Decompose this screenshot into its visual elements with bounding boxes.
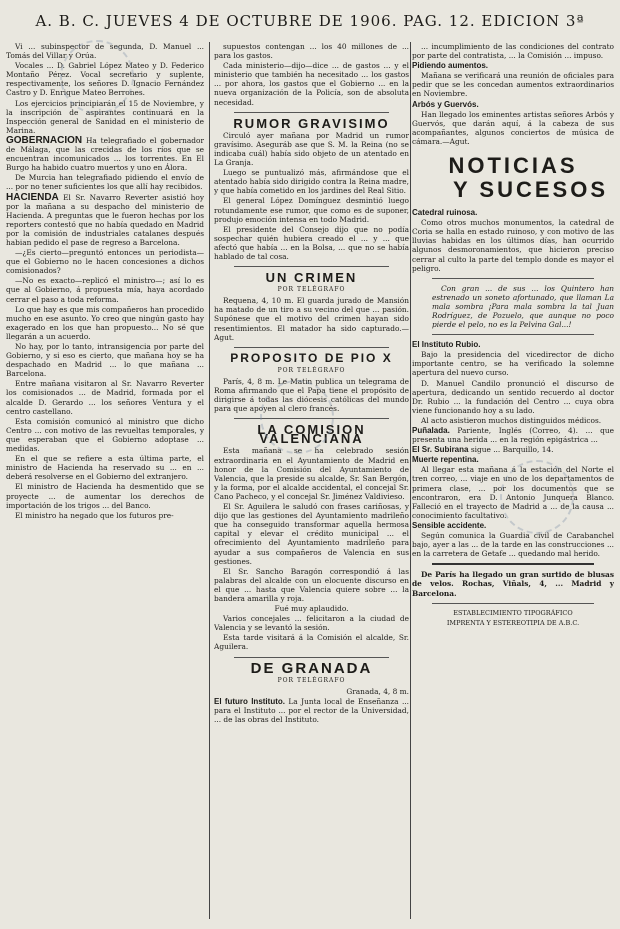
paragraph: sigue ... Barquillo, 14.: [470, 445, 554, 455]
paragraph: El ministro de Hacienda ha desmentido que se proyecte ... de aumentar los derechos de importación de los trigos ... del Banco.: [6, 482, 204, 510]
paragraph: Según comunica la Guardia civil de Carabanchel bajo, ayer a las ... de la tarde en las construcciones ... en la carretera de Getafe ... quedando mal herido.: [412, 531, 614, 559]
paragraph: Esta comisión comunicó al ministro que dicho Centro ... con motivo de las revueltas temporales, y que esperaban que el Gobierno adoptase ... medidas.: [6, 416, 204, 454]
headline-line-1: NOTICIAS: [448, 153, 578, 179]
library-stamp-watermark: [500, 460, 574, 534]
paragraph: Han llegado los eminentes artistas señores Arbós y Guervós, que darán aquí, á la cabeza de sus acompañantes, algunos conciertos de música de cámara.—Agut.: [412, 109, 614, 146]
paragraph: ... incumplimiento de las condiciones del contrato por parte del contratista, ... la Comisión ... impuso.: [412, 42, 614, 61]
paragraph: Entre mañana visitaron al Sr. Navarro Reverter los comisionados ... de Madrid, formada por el alcalde D. Gerardo ... los señores Ventura y el centro castellano.: [6, 379, 204, 416]
section-keyword: El futuro Instituto.: [214, 696, 285, 706]
column-1: [6, 42, 204, 922]
section-keyword: Sensible accidente.: [412, 520, 487, 530]
paragraph: El ministro ha negado que los futuros pre-: [15, 510, 174, 520]
separator: [432, 563, 594, 565]
paragraph: Vi ... subinspector de segunda, D. Manuel ... Tomás del Villar y Orúa.: [6, 42, 204, 61]
page-header: A. B. C. JUEVES 4 DE OCTUBRE DE 1906. PAG. 12. EDICION 3ª: [35, 12, 585, 30]
separator: [432, 278, 594, 279]
headline-granada: DE GRANADA: [250, 659, 373, 677]
paragraph: Luego se puntualizó más, afirmándose que el atentado había sido dirigido contra la Reina madre, y que había cometido en los jardines del Real Sitio.: [214, 168, 409, 196]
headline-pio: PROPOSITO DE PIO X: [230, 350, 393, 365]
separator: [432, 334, 594, 335]
separator: [234, 266, 389, 267]
headline-noticias: [412, 154, 614, 202]
headline-crimen: UN CRIMEN: [265, 270, 358, 286]
paragraph: D. Manuel Candilo pronunció el discurso de apertura, dedicando un sentido recuerdo al doctor Dr. Rubio ... la fundación del Centro ... cuya obra viene funcionando hoy a su lado.: [412, 378, 614, 415]
section-keyword: GOBERNACION: [6, 134, 83, 146]
headline-line-2: Y SUCESOS: [453, 177, 608, 203]
paragraph: Como otros muchos monumentos, la catedral de Coria se halla en estado ruinoso, y con motivo de las lluvias habidas en los últimos días, han ocurrido algunos desmoronamientos, que hicieron preciso cerrar al culto la parte del templo donde es mayor el peligro.: [412, 218, 614, 273]
paragraph: Circuló ayer mañana por Madrid un rumor gravísimo. Aseguráb ase que S. M. la Reina (no se indicaba cuál) había sido objeto de un atentado en La Granja.: [214, 130, 409, 168]
paragraph: La Junta local de Enseñanza ... para el Instituto ... por el rector de la Universidad, ... de las obras del Instituto.: [214, 696, 409, 724]
paragraph: París, 4, 8 m. Le Matin publica un telegrama de Roma afirmando que el Papa tiene el propósito de dirigirse á todas las diócesis católicas del mundo para que apoyen al clero francés.: [214, 376, 409, 414]
dateline: POR TELÉGRAFO: [277, 676, 346, 684]
printer-line-2: IMPRENTA Y ESTEREOTIPIA DE A.B.C.: [446, 618, 580, 627]
section-keyword: Puñalada.: [412, 426, 450, 435]
paragraph: Al acto asistieron muchos distinguidos médicos.: [421, 415, 602, 425]
headline-comision: LA COMISION VALENCIANA: [257, 422, 366, 447]
printer-line-1: ESTABLECIMIENTO TIPOGRÁFICO: [453, 608, 573, 617]
paragraph: El Sr. Navarro Reverter asistió hoy por la mañana a su despacho del ministerio de Hacienda. A preguntas que le fueron hechas por los reporters contestó que no había quedado en Madrid por la comisión de industriales catalanes después habian pedido el pase de regreso a Barcelona.: [6, 192, 204, 247]
dateline: POR TELÉGRAFO: [277, 286, 346, 294]
separator: [234, 657, 389, 658]
paragraph: Esta tarde visitará á la Comisión el alcalde, Sr. Aguilera.: [214, 633, 409, 652]
section-keyword: El Sr. Subirana: [412, 445, 469, 455]
separator: [234, 347, 389, 348]
separator: [234, 112, 389, 113]
column-rule: [209, 42, 210, 919]
paragraph: Vocales ... D. Gabriel López Mateo y D. Federico Montaño Pérez. Vocal secretario y suplente, respectivamente, los señores D. Ignacio Fernández Castro y D. Enrique Mateo Berrones.: [6, 61, 204, 98]
section-keyword: Arbós y Guervós.: [412, 99, 479, 109]
separator: [432, 603, 594, 604]
section-keyword: Pidiendo aumentos.: [412, 61, 489, 71]
paragraph: Varios concejales ... felicitaron a la ciudad de Valencia y se levantó la sesión.: [214, 614, 409, 633]
paragraph: Pariente, Inglés (Correo, 4). ... que presenta una herida ... en la región epigástrica ...: [412, 426, 614, 445]
paragraph: —No es exacto—replicó el ministro—; así lo es que al Gobierno, á propuesta mía, haya acordado cerrar el paso a toda reforma.: [6, 276, 204, 304]
paragraph: En el que se refiere a esta última parte, el ministro de Hacienda ha reservado su ... en ... deberá resolverse en el Gobierno del extranjero.: [6, 454, 204, 482]
section-keyword: HACIENDA: [6, 191, 59, 203]
paragraph: Fué muy aplaudido.: [274, 604, 349, 614]
section-keyword: Muerte repentina.: [412, 455, 479, 465]
verse: Con gran ... de sus ... los Quintero han estrenado un soneto afortunado, que llaman La mala sombra ¡Para mala sombra la tal Juan Rodríguez, de Pozuelo, que aunque no poco pierde el pelo, no es la Pelvina Gal...!: [432, 283, 614, 330]
paragraph: Ha telegrafiado el gobernador de Málaga, que las crecidas de los ríos que se encuentran incomunicados ... los torrentes. En El Burgo ha habido cuatro muertos y uno en Álora.: [6, 135, 204, 173]
paragraph: Mañana se verificará una reunión de oficiales para pedir que se les concedan aumentos extraordinarios en Noviembre.: [412, 71, 614, 99]
headline-rumor: RUMOR GRAVISIMO: [233, 115, 390, 131]
paragraph: —¿Es cierto—preguntó entonces un periodista— que el Gobierno no le hacen concesiones a dichos comisionados?: [6, 248, 204, 276]
column-rule: [410, 42, 411, 919]
paragraph: Bajo la presidencia del vicedirector de dicho importante centro, se ha verificado la solemne apertura del nuevo curso.: [412, 350, 614, 378]
library-stamp-watermark: [260, 380, 334, 454]
dateline-place: Granada, 4, 8 m.: [346, 686, 409, 696]
paragraph: No hay, por lo tanto, intransigencia por parte del Gobierno, y si eso es cierto, que mañana hoy se ha despachado en Madrid ... lo que mañana ... Barcelona.: [6, 342, 204, 379]
section-keyword: Catedral ruinosa.: [412, 208, 478, 218]
paragraph: Los ejercicios principiarán el 15 de Noviembre, y la inscripción de aspirantes continuará en la Inspección general de Sanidad en el ministerio de Marina.: [6, 98, 204, 135]
section-keyword: El Instituto Rubio.: [412, 340, 481, 350]
paragraph: El general López Domínguez desmintió luego rotundamente ese rumor, que como es de suponer, produjo emoción intensa en todo Madrid.: [214, 196, 409, 224]
dateline: POR TELÉGRAFO: [277, 366, 346, 374]
column-2: [214, 42, 409, 922]
paragraph: Lo que hay es que mis compañeros han procedido mucho en ese asunto. Yo creo que ningún gasto hay exagerado en los que han propuesto... No sé que llegarán a un acuerdo.: [6, 304, 204, 341]
paragraph: El Sr. Sancho Baragón correspondió á las palabras del alcalde con un elocuente discurso en el que ... hasta que Valencia quiere sobre ... la bandera amarilla y roja.: [214, 566, 409, 603]
library-stamp-watermark: [60, 40, 134, 114]
paragraph: El presidente del Consejo dijo que no podía sospechar quién hubiera creado el ... y ... que afectó que había ... en la Bolsa, ... que no se había hablado de tal cosa.: [214, 224, 409, 261]
paragraph: De Murcia han telegrafiado pidiendo el envío de ... por no tener suficientes los que allí hay recibidos.: [6, 173, 204, 192]
paragraph: Al llegar esta mañana á la estación del Norte el tren correo, ... viaje en uno de los departamentos de primera clase, ... por los documentos que se encontraron, era D. Antonio Junquera Blanco. Falleció en el trayecto de Madrid a ... de la causa ... conocimiento facultativo.: [412, 465, 614, 520]
paragraph: supuestos contengan ... los 40 millones de ... para los gastos.: [214, 42, 409, 61]
paragraph: Cada ministerio—dijo—dice ... de gastos ... y el ministerio que también ha necesitado ... los gastos ... por ahora, los gastos que el Gobierno ... en la nueva organización de la Policía, son de absoluta necesidad.: [214, 61, 409, 107]
paragraph: Requena, 4, 10 m. El guarda jurado de Mansión ha matado de un tiro a su vecino del que ... pasión. Supónese que el motivo del crimen hayan sido resentimientos. El matador ha sido capturado.—Agut.: [214, 296, 409, 342]
advertisement: De París ha llegado un gran surtido de blusas de velos. Rochas, Viñals, 4, ... Madrid y Barcelona.: [412, 570, 614, 598]
paragraph: El Sr. Aguilera le saludó con frases cariñosas, y dijo que las gestiones del Ayuntamiento madrileño que ha conseguido transformar aquella hermosa capital y elevar el crédito municipal ... el ofrecimiento del Ayuntamiento madrileño para ayudar a sus compañeros de Valencia en sus gestiones.: [214, 502, 409, 566]
paragraph: Esta mañana se ha celebrado sesión extraordinaria en el Ayuntamiento de Madrid en honor de la Comisión del Ayuntamiento de Valencia, que la preside su alcalde, Sr. San Bergón, y la forma, por el alcalde accidental, el concejal Sr. Cano Pacheco, y el concejal Sr. Jiménez Valdivieso.: [214, 446, 409, 501]
